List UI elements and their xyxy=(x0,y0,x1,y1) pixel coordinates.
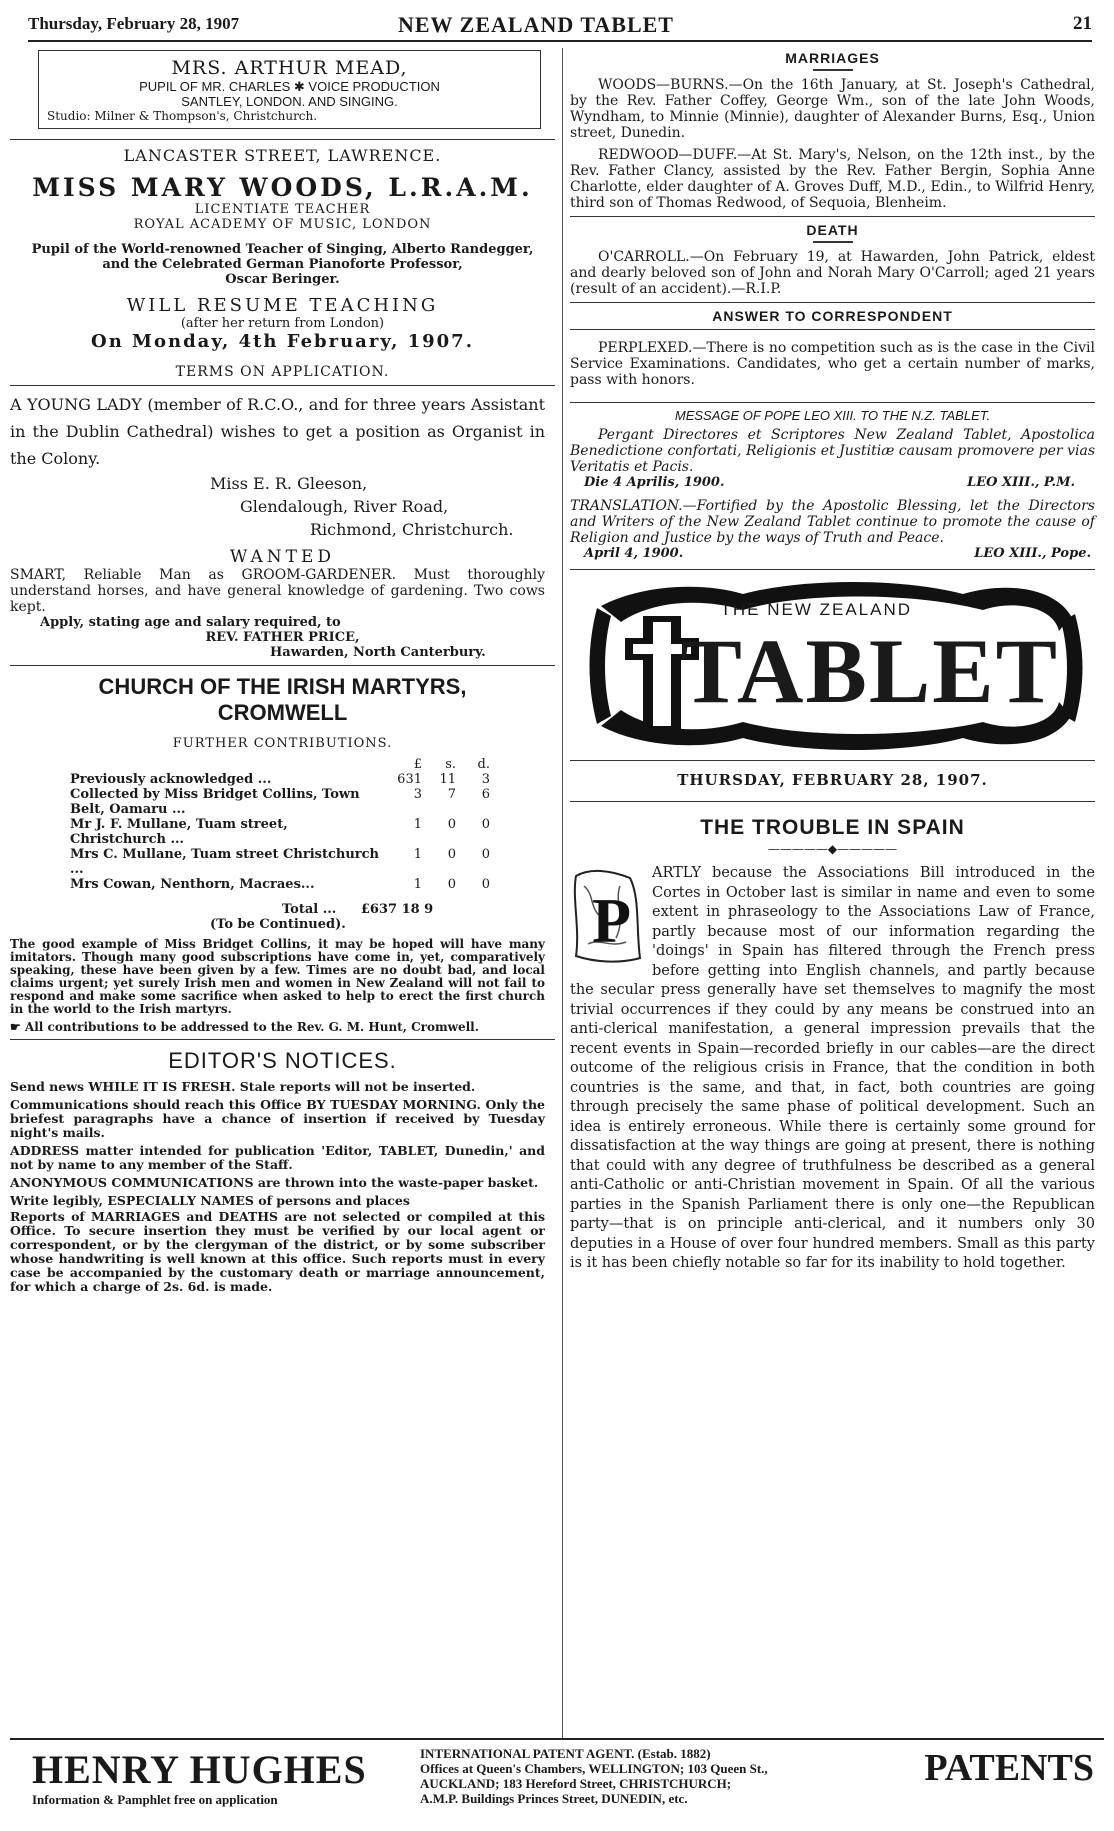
editor-title: EDITOR'S NOTICES. xyxy=(168,1048,397,1073)
column-divider xyxy=(562,48,563,1738)
table-row: Mrs C. Mullane, Tuam street Christchurch ... 1 0 0 xyxy=(70,847,490,877)
right-column xyxy=(570,50,1095,1274)
woods-monday: On Monday, 4th February, 1907. xyxy=(91,331,474,352)
agent-line: AUCKLAND; 183 Hereford Street, CHRISTCHURCH; xyxy=(420,1776,732,1791)
organist-name: Miss E. R. Gleeson, xyxy=(210,474,368,493)
henry-hughes-sub: Information & Pamphlet free on application xyxy=(32,1792,278,1807)
death-title: DEATH xyxy=(806,222,859,238)
editor-notice: Write legibly, ESPECIALLY NAMES of persons and places xyxy=(10,1193,410,1208)
agent-details xyxy=(420,1746,950,1806)
answer-title: ANSWER TO CORRESPONDENT xyxy=(712,308,953,324)
dropcap-ornament xyxy=(570,868,644,964)
wanted-name: REV. FATHER PRICE, xyxy=(205,630,360,645)
woods-resume: WILL RESUME TEACHING xyxy=(126,295,439,316)
woods-name: MISS MARY WOODS, L.R.A.M. xyxy=(32,173,533,202)
latin-dateline xyxy=(584,475,1095,490)
divider xyxy=(10,1039,555,1040)
ornament: —————◆————— xyxy=(767,842,898,856)
translation-date: April 4, 1900. xyxy=(584,546,684,561)
agent-line: Offices at Queen's Chambers, WELLINGTON; 103 Queen St., xyxy=(420,1761,768,1776)
organist-addr2: Richmond, Christchurch. xyxy=(310,520,514,539)
message-title: MESSAGE OF POPE LEO XIII. TO THE N.Z. TABLET. xyxy=(674,408,991,423)
divider xyxy=(570,760,1095,761)
divider xyxy=(570,569,1095,570)
translation-signature: LEO XIII., Pope. xyxy=(974,546,1091,561)
death-notice: O'CARROLL.—On February 19, at Hawarden, John Patrick, eldest and dearly beloved son of John and Norah Mary O'Carroll; aged 21 years (result of an accident).—R.I.P. xyxy=(570,249,1095,297)
mead-name: MRS. ARTHUR MEAD, xyxy=(171,57,408,79)
table-row: Mrs Cowan, Nenthorn, Macraes... 1 0 0 xyxy=(70,877,490,892)
logo-big-text: TABLET xyxy=(680,620,1059,722)
divider xyxy=(813,69,853,71)
total-value: £637 18 9 xyxy=(360,902,434,917)
divider xyxy=(570,329,1095,330)
woods-after: (after her return from London) xyxy=(180,316,385,331)
woods-pupil2: and the Celebrated German Pianoforte Professor, xyxy=(102,257,463,272)
divider xyxy=(10,139,555,140)
woods-pupil3: Oscar Beringer. xyxy=(225,272,340,287)
article-text: ARTLY because the Associations Bill introduced in the Cortes in October last is similar in name and even to some extent in phraseology to the Associations Law of France, partly because most of our information regarding the 'doings' in Spain has filtered through the French press before getting into English channels, and partly because the secular press generally have set themselves to magnify the most trivial occurrences if they could by any means be construed into an anti-clerical manifestation, a general impression prevails that the recent events in Spain—recorded briefly in our cables—are the direct outcome of the religious crisis in France, that the condition in both countries is the same, and that, in fact, both countries are going through precisely the same phase of political development. Such an idea is entirely erroneous. While there is certainly some ground for dissatisfaction at the way things are going at present, there is nothing that could with any degree of truthfulness be described as a general anti-Catholic or anti-Christian movement in Spain. Of all the various parties in the Spanish Parliament there is only one—the Republican party—that is on principle anti-clerical, and it numbers only 30 deputies in a House of over four hundred members. Small as this party is it has been chiefly notable so far for its inability to hold together. xyxy=(570,865,1095,1271)
marriage-notice: REDWOOD—DUFF.—At St. Mary's, Nelson, on the 12th inst., by the Rev. Father Clancy, assisted by the Rev. Father Bergin, Sophia Anne Charlotte, elder daughter of A. Groves Duff, M.D., Edin., to Wilfrid Henry, third son of Thomas Redwood, of Sequoia, Blenheim. xyxy=(570,147,1095,211)
latin-message: Pergant Directores et Scriptores New Zealand Tablet, Apostolica Benedictione confortati, Religionis et Justitiæ causam promovere per vias Veritatis et Pacis. xyxy=(570,427,1095,475)
paper-name: NEW ZEALAND TABLET xyxy=(398,12,674,37)
article-body xyxy=(570,864,1095,1274)
page-number: 21 xyxy=(1073,13,1092,34)
woods-terms: TERMS ON APPLICATION. xyxy=(175,364,390,380)
henry-hughes-name: HENRY HUGHES xyxy=(32,1747,367,1792)
marriage-notice: WOODS—BURNS.—On the 16th January, at St. Joseph's Cathedral, by the Rev. Father Coffey, George Wm., son of the late John Woods, Wyndham, to Minnie (Minnie), daughter of Alexander Burns, Esq., Union street, Dunedin. xyxy=(570,77,1095,141)
translation-dateline xyxy=(584,546,1095,561)
table-row: Collected by Miss Bridget Collins, Town Belt, Oamaru ... 3 7 6 xyxy=(70,787,490,817)
organist-ad: A YOUNG LADY (member of R.C.O., and for three years Assistant in the Dublin Cathedral) wishes to get a position as Organist in the Colony. xyxy=(10,395,545,468)
latin-date: Die 4 Aprilis, 1900. xyxy=(584,475,725,490)
church-note: ☛ All contributions to be addressed to the Rev. G. M. Hunt, Cromwell. xyxy=(10,1020,479,1034)
logo-small-text: THE NEW ZEALAND xyxy=(720,600,913,619)
wanted-apply: Apply, stating age and salary required, to xyxy=(40,615,341,630)
editor-notices xyxy=(10,1080,555,1294)
mead-studio: Studio: Milner & Thompson's, Christchurch. xyxy=(47,109,318,123)
agent-line: INTERNATIONAL PATENT AGENT. (Estab. 1882) xyxy=(420,1746,711,1761)
divider xyxy=(570,402,1095,403)
mead-ad xyxy=(38,50,541,129)
col-shillings: s. xyxy=(445,757,456,772)
patents-heading: PATENTS xyxy=(924,1747,1094,1789)
editor-notice: ADDRESS matter intended for publication 'Editor, TABLET, Dunedin,' and not by name to any member of the Staff. xyxy=(10,1143,545,1172)
church-total xyxy=(282,902,555,917)
divider xyxy=(10,665,555,666)
table-row: Previously acknowledged ... 631 11 3 xyxy=(70,772,490,787)
article-title: THE TROUBLE IN SPAIN xyxy=(700,816,965,839)
editor-notice: Communications should reach this Office BY TUESDAY MORNING. Only the briefest paragraphs have a chance of insertion if received by Tuesday night's mails. xyxy=(10,1097,545,1140)
translation: TRANSLATION.—Fortified by the Apostolic Blessing, let the Directors and Writers of the New Zealand Tablet continue to promote the cause of Religion and Justice by the ways of Truth and Peace. xyxy=(570,498,1095,546)
marriages-title: MARRIAGES xyxy=(785,50,880,66)
patent-advertisement xyxy=(10,1738,1104,1808)
divider xyxy=(570,801,1095,802)
col-pence: d. xyxy=(477,757,490,772)
dropcap-letter: P xyxy=(592,885,632,956)
church-sub: FURTHER CONTRIBUTIONS. xyxy=(172,736,393,751)
divider xyxy=(813,241,853,243)
issue-date: Thursday, February 28, 1907 xyxy=(28,14,240,33)
editor-notice: ANONYMOUS COMMUNICATIONS are thrown into the waste-paper basket. xyxy=(10,1175,539,1190)
table-header-row xyxy=(70,757,490,772)
church-title2: CROMWELL xyxy=(217,700,348,725)
woods-street: LANCASTER STREET, LAWRENCE. xyxy=(123,146,442,165)
wanted-addr: Hawarden, North Canterbury. xyxy=(270,645,486,660)
church-continued: (To be Continued). xyxy=(210,917,346,932)
col-pounds: £ xyxy=(413,757,422,772)
latin-signature: LEO XIII., P.M. xyxy=(967,475,1075,490)
mead-line2: SANTLEY, LONDON. AND SINGING. xyxy=(181,94,398,109)
total-label: Total ... xyxy=(282,902,337,917)
divider xyxy=(570,302,1095,303)
organist-addr1: Glendalough, River Road, xyxy=(240,497,449,516)
woods-line2: ROYAL ACADEMY OF MUSIC, LONDON xyxy=(133,217,432,232)
contributions-table xyxy=(70,757,490,892)
woods-line1: LICENTIATE TEACHER xyxy=(194,202,371,217)
left-column xyxy=(10,50,555,1294)
wanted-text: SMART, Reliable Man as GROOM-GARDENER. Must thoroughly understand horses, and have general knowledge of gardening. Two cows kept. xyxy=(10,567,545,615)
church-paragraph: The good example of Miss Bridget Collins, it may be hoped will have many imitators. Though many good subscriptions have come in, yet, comparatively speaking, these have been given by a few. Times are no doubt bad, and local claims urgent; yet surely Irish men and women in New Zealand will not fail to respond and make some sacrifice when asked to help to erect the first church in the world to the Irish martyrs. xyxy=(10,937,545,1016)
editor-notice: Send news WHILE IT IS FRESH. Stale reports will not be inserted. xyxy=(10,1079,476,1094)
church-title1: CHURCH OF THE IRISH MARTYRS, xyxy=(98,674,467,699)
masthead xyxy=(28,10,1092,42)
answer-text: PERPLEXED.—There is no competition such as is the case in the Civil Service Examinations. Candidates, who get a certain number of marks, pass with honors. xyxy=(570,340,1095,388)
table-row: Mr J. F. Mullane, Tuam street, Christchurch ... 1 0 0 xyxy=(70,817,490,847)
divider xyxy=(10,385,555,386)
divider xyxy=(570,216,1095,217)
dropcap-frame xyxy=(570,868,644,964)
woods-pupil1: Pupil of the World-renowned Teacher of Singing, Alberto Randegger, xyxy=(31,242,534,257)
agent-line: A.M.P. Buildings Princes Street, DUNEDIN, etc. xyxy=(420,1791,688,1806)
tablet-logo xyxy=(583,576,1083,754)
mead-line1: PUPIL OF MR. CHARLES ✱ VOICE PRODUCTION xyxy=(139,79,440,94)
editor-notice: Reports of MARRIAGES and DEATHS are not selected or compiled at this Office. To secure insertion they must be verified by our local agent or correspondent, or by the clergyman of the district, or by some subscriber whose handwriting is well known at this office. Such reports must in every case be accompanied by the customary death or marriage announcement, for which a charge of 2s. 6d. is made. xyxy=(10,1209,545,1294)
wanted-title: WANTED xyxy=(229,547,336,567)
issue-dateline: THURSDAY, FEBRUARY 28, 1907. xyxy=(677,771,988,789)
